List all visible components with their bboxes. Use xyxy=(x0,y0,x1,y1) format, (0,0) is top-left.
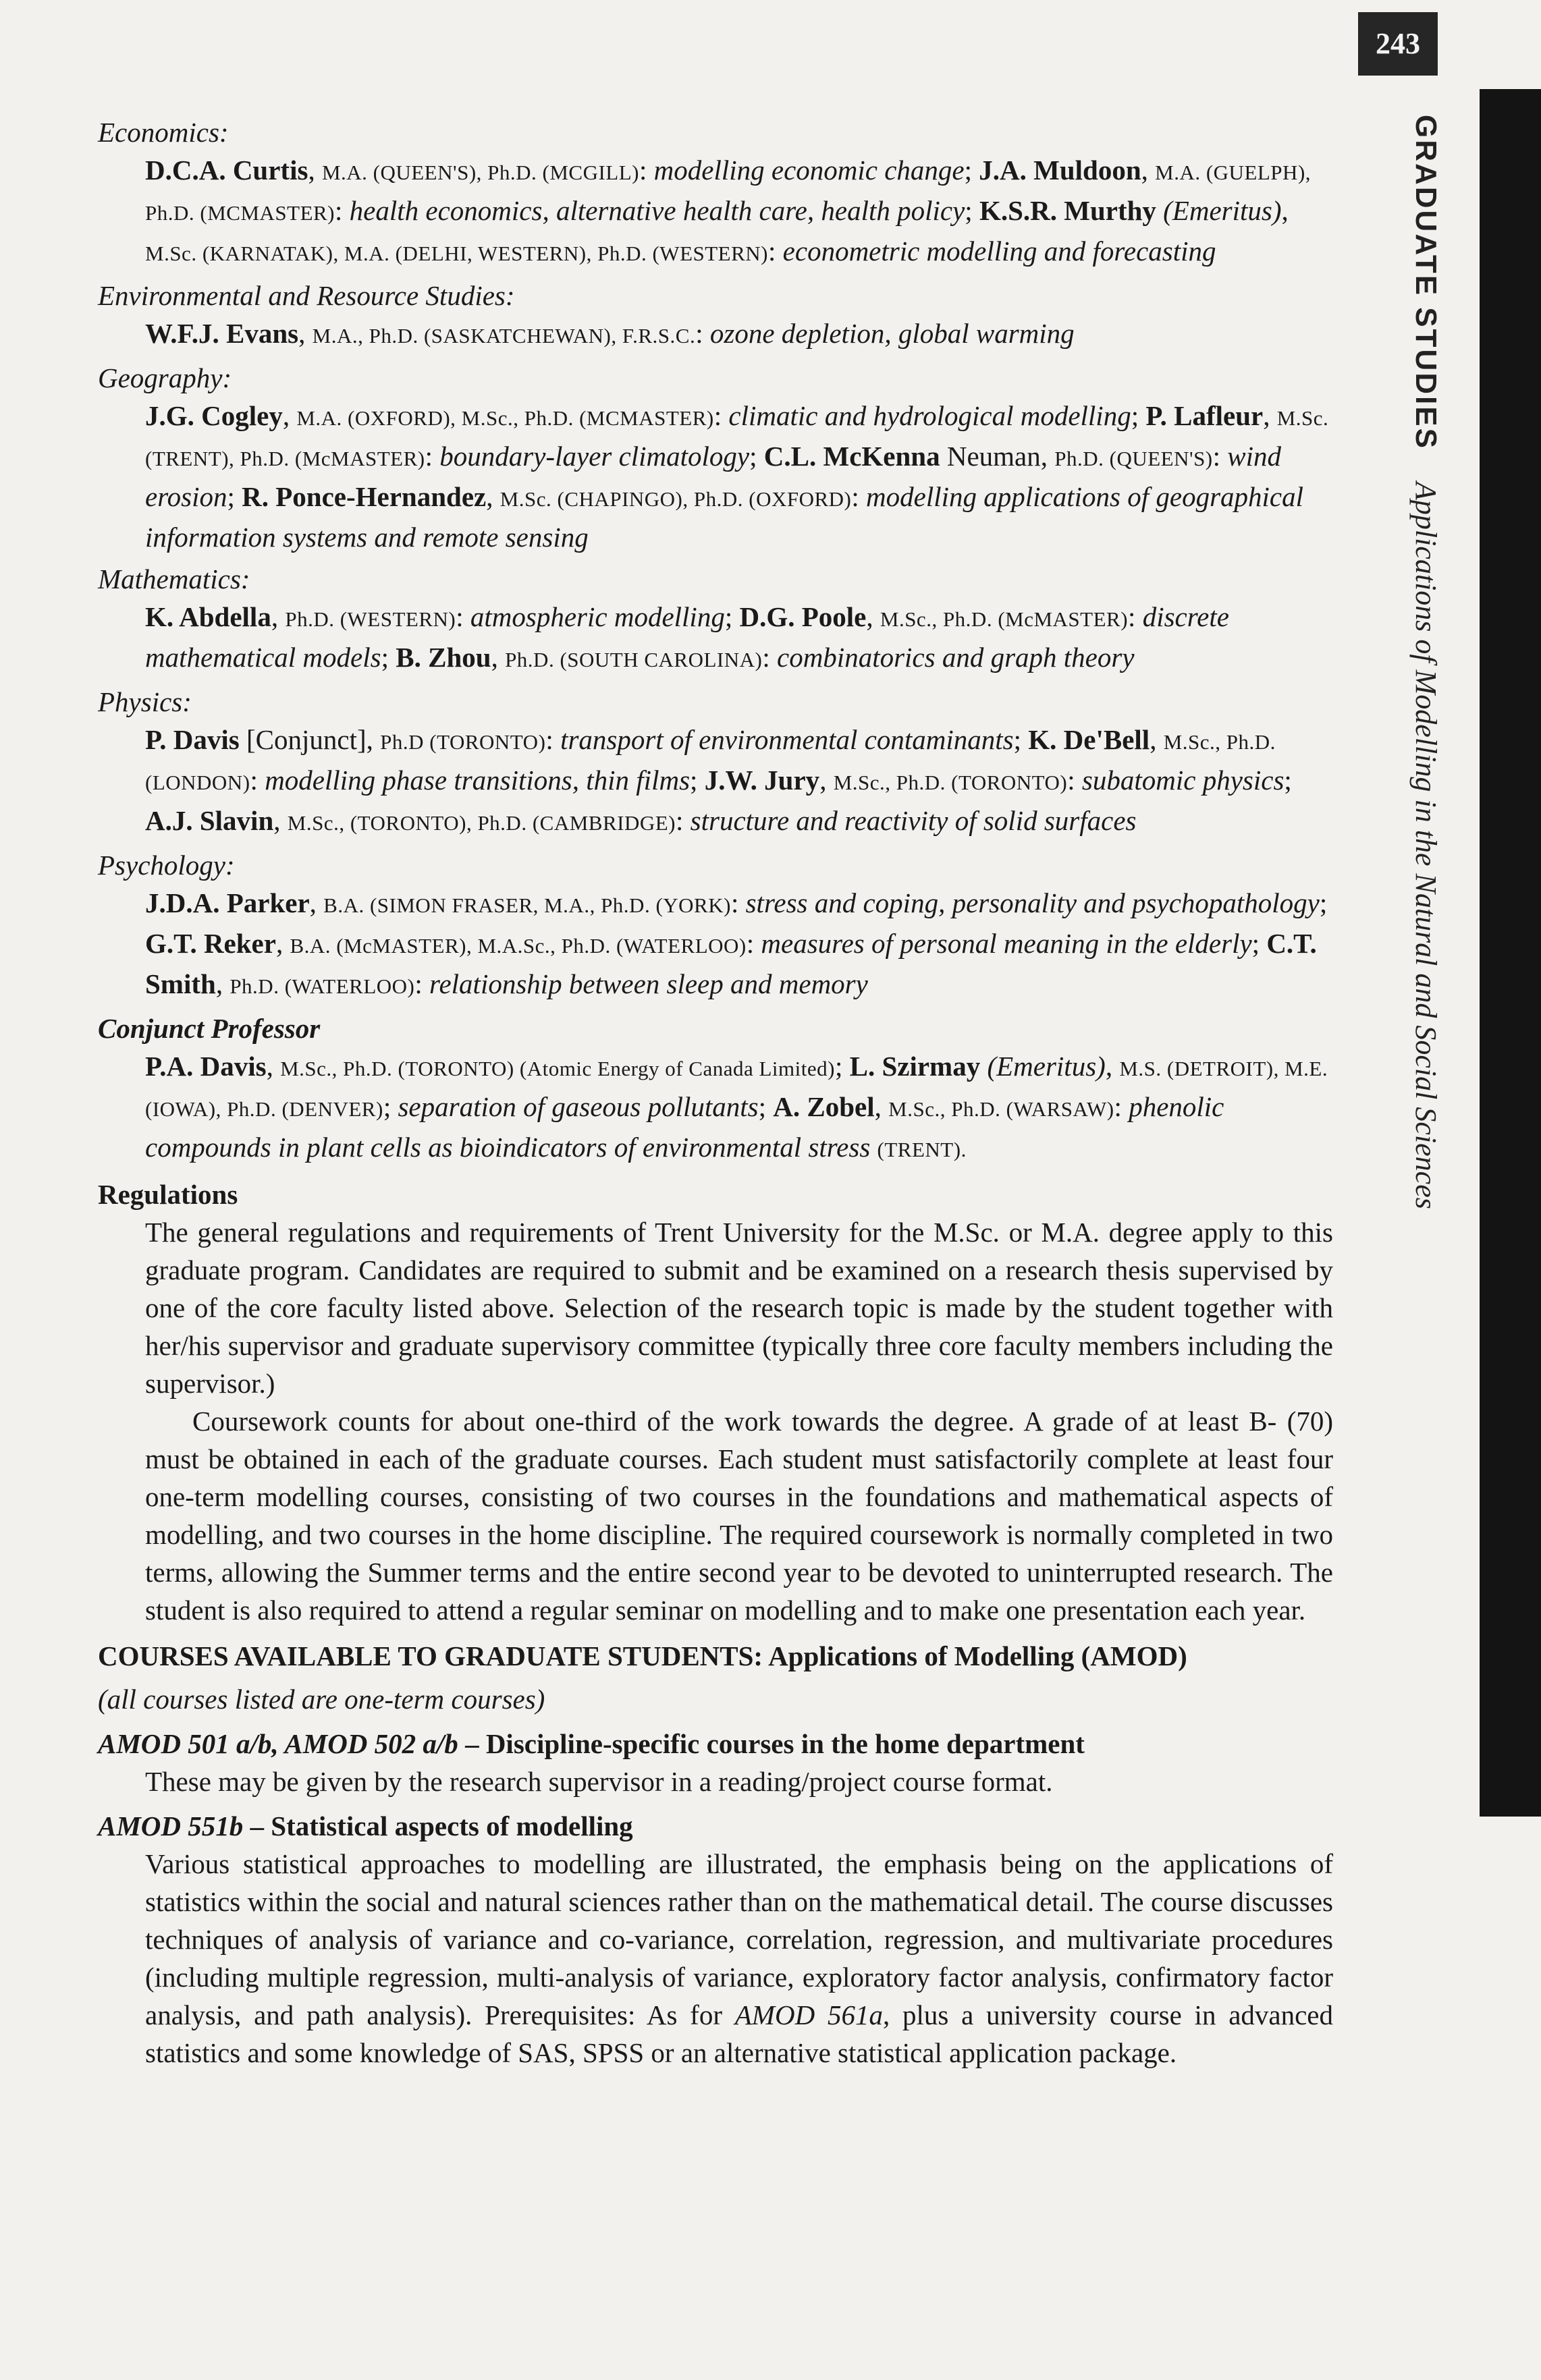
regulations-heading: Regulations xyxy=(98,1179,238,1210)
page-content xyxy=(98,113,1333,2072)
faculty-name: R. Ponce-Hernandez xyxy=(242,481,487,512)
text-run: : xyxy=(675,805,691,836)
courses-title: COURSES AVAILABLE TO GRADUATE STUDENTS: Applications of Modelling (AMOD) xyxy=(98,1640,1187,1671)
research-field: (Emeritus) xyxy=(1163,195,1282,226)
text-run: ; xyxy=(724,601,740,632)
faculty-credentials: M.Sc., Ph.D. (TORONTO) (Atomic Energy of Canada Limited) xyxy=(280,1057,835,1080)
research-field: relationship between sleep and memory xyxy=(429,968,868,999)
text-run: ; xyxy=(1251,928,1267,959)
department-heading: Economics: xyxy=(98,117,229,148)
research-field: health economics, alternative health care, health policy xyxy=(349,195,965,226)
text-run: , xyxy=(1105,1051,1120,1082)
text-run: ; xyxy=(1284,765,1292,796)
faculty-credentials: (TRENT). xyxy=(877,1138,967,1161)
text-run: : xyxy=(639,155,654,186)
text-run: , xyxy=(1281,195,1289,226)
text-run: Various statistical approaches to modelling are illustrated, the emphasis being on the applications of statistics within the social and natural sciences rather than on the mathematical detail. The course discusses techniques of analysis of variance and co-variance, correlation, regression, and multivariate procedures (including multiple regression, multi-analysis of variance, exploratory factor analysis, confirmatory factor analysis, and path analysis). Prerequisites: As for xyxy=(145,1848,1333,2030)
faculty-name: J.G. Cogley xyxy=(145,400,283,431)
text-run: , xyxy=(275,928,290,959)
research-field: wind erosion xyxy=(145,441,1282,512)
text-run: : xyxy=(545,724,561,755)
text-run: , xyxy=(866,601,880,632)
faculty-name: J.A. Muldoon xyxy=(979,155,1141,186)
faculty-name: A.J. Slavin xyxy=(145,805,274,836)
conjunct-faculty xyxy=(145,1047,1333,1169)
text-run: , xyxy=(1150,724,1164,755)
text-run: : xyxy=(768,236,783,267)
research-field: atmospheric modelling xyxy=(470,601,725,632)
text-run: : xyxy=(762,642,777,673)
text-run: : xyxy=(335,195,350,226)
faculty-credentials: Ph.D. (SOUTH CAROLINA) xyxy=(505,648,763,671)
research-field: transport of environmental contaminants xyxy=(560,724,1014,755)
faculty-credentials: M.A. (OXFORD), M.Sc., Ph.D. (MCMASTER) xyxy=(296,406,714,430)
text-run: , xyxy=(215,968,230,999)
course-description: These may be given by the research supervisor in a reading/project course format. xyxy=(145,1766,1053,1797)
text-run: : xyxy=(730,887,746,918)
faculty-name: D.C.A. Curtis xyxy=(145,155,308,186)
text-run: [Conjunct], xyxy=(239,724,381,755)
text-run: ; xyxy=(964,155,979,186)
text-run: : xyxy=(713,400,729,431)
text-run: : xyxy=(1067,765,1082,796)
text-run: ; xyxy=(758,1091,774,1122)
faculty-name: P. Lafleur xyxy=(1145,400,1264,431)
faculty-name: W.F.J. Evans xyxy=(145,318,299,349)
department-faculty-list xyxy=(145,314,1333,355)
course-description xyxy=(145,1845,1333,2072)
research-field: climatic and hydrological modelling xyxy=(728,400,1131,431)
department-faculty-list xyxy=(145,151,1333,273)
faculty-credentials: M.Sc. (TRENT), Ph.D. (McMASTER) xyxy=(145,406,1329,470)
text-run: : xyxy=(851,481,867,512)
faculty-credentials: M.A., Ph.D. (SASKATCHEWAN), F.R.S.C. xyxy=(312,324,696,348)
text-run: , plus a university course in advanced statistics and some knowledge of SAS, SPSS or an alternative statistical application package. xyxy=(145,1999,1334,2068)
faculty-credentials: B.A. (SIMON FRASER, M.A., Ph.D. (YORK) xyxy=(323,893,731,917)
text-run: : xyxy=(1212,441,1228,472)
text-run: ; xyxy=(1013,724,1029,755)
side-title-sub: Applications of Modelling in the Natural and Social Sciences xyxy=(1409,481,1442,1209)
text-run: , xyxy=(309,887,324,918)
faculty-section xyxy=(98,113,1333,1005)
research-field: subatomic physics xyxy=(1081,765,1285,796)
faculty-name: J.D.A. Parker xyxy=(145,887,310,918)
course-heading xyxy=(98,1807,1333,1845)
department-heading: Geography: xyxy=(98,362,232,393)
research-field: modelling economic change xyxy=(653,155,965,186)
text-run: ; xyxy=(383,1091,398,1122)
department-heading: Environmental and Resource Studies: xyxy=(98,280,515,311)
department-faculty-list xyxy=(145,721,1333,842)
research-field: stress and coping, personality and psychopathology xyxy=(745,887,1320,918)
faculty-credentials: Ph.D. (WESTERN) xyxy=(285,607,456,631)
faculty-name: K. Abdella xyxy=(145,601,271,632)
research-field: ozone depletion, global warming xyxy=(709,318,1075,349)
text-run: ; xyxy=(1131,400,1146,431)
faculty-name: J.W. Jury xyxy=(704,765,820,796)
course-title: Statistical aspects of modelling xyxy=(271,1810,633,1842)
regulations-paragraph: Coursework counts for about one-third of the work towards the degree. A grade of at least B- (70) must be obtained in each of the graduate courses. Each student must satisfactorily complete at least four one-term modelling courses, consisting of two courses in the foundations and mathematical aspects of modelling, and two courses in the home discipline. The required coursework is normally completed in two terms, allowing the Summer terms and the entire second year to be devoted to uninterrupted research. The student is also required to attend a regular seminar on modelling and to make one presentation each year. xyxy=(145,1406,1333,1626)
research-field: (Emeritus) xyxy=(987,1051,1106,1082)
text-run: , xyxy=(819,765,834,796)
course-code: AMOD 551b xyxy=(98,1810,244,1842)
text-run: , xyxy=(273,805,288,836)
department-faculty-list xyxy=(145,884,1333,1005)
research-field: discrete mathematical models xyxy=(145,601,1229,673)
department-faculty-list xyxy=(145,397,1333,556)
research-field: modelling phase transitions, thin films xyxy=(265,765,691,796)
faculty-name: P.A. Davis xyxy=(145,1051,267,1082)
faculty-name: P. Davis xyxy=(145,724,240,755)
faculty-credentials: M.A. (QUEEN'S), Ph.D. (MCGILL) xyxy=(321,161,639,184)
course-dash: – xyxy=(243,1810,271,1842)
side-tab-bar xyxy=(1480,89,1541,1817)
department-faculty-list xyxy=(145,598,1333,679)
faculty-name: C.L. McKenna xyxy=(763,441,940,472)
text-run: , xyxy=(266,1051,281,1082)
text-run: : xyxy=(746,928,761,959)
text-run: : xyxy=(425,441,440,472)
text-run: : xyxy=(250,765,265,796)
text-run: : xyxy=(1114,1091,1129,1122)
faculty-name: G.T. Reker xyxy=(145,928,276,959)
text-run: , xyxy=(486,481,500,512)
faculty-name: K.S.R. Murthy xyxy=(979,195,1156,226)
department-heading: Psychology: xyxy=(98,850,235,881)
course-code: AMOD 501 a/b, AMOD 502 a/b xyxy=(98,1728,458,1759)
text-run: , xyxy=(282,400,297,431)
text-run xyxy=(1156,195,1163,226)
faculty-credentials: M.S. (DETROIT), M.E. (IOWA), Ph.D. (DENVER) xyxy=(145,1057,1328,1121)
department-heading: Mathematics: xyxy=(98,563,250,594)
faculty-credentials: Ph.D. (QUEEN'S) xyxy=(1054,447,1213,470)
text-run: : xyxy=(456,601,470,632)
faculty-name: K. De'Bell xyxy=(1028,724,1150,755)
faculty-credentials: M.A. (GUELPH), Ph.D. (MCMASTER) xyxy=(145,161,1312,225)
courses-note: (all courses listed are one-term courses) xyxy=(98,1684,545,1715)
research-field: AMOD 561a xyxy=(734,1999,883,2030)
text-run: ; xyxy=(834,1051,850,1082)
research-field: separation of gaseous pollutants xyxy=(398,1091,759,1122)
text-run: , xyxy=(1263,400,1277,431)
text-run: : xyxy=(414,968,430,999)
text-run: , xyxy=(298,318,313,349)
faculty-name: A. Zobel xyxy=(773,1091,875,1122)
text-run xyxy=(980,1051,987,1082)
faculty-credentials: M.Sc. (CHAPINGO), Ph.D. (OXFORD) xyxy=(499,487,852,511)
text-run: : xyxy=(1128,601,1143,632)
text-run: , xyxy=(308,155,322,186)
text-run: ; xyxy=(227,481,242,512)
faculty-name: C.T. Smith xyxy=(145,928,1317,999)
text-run: : xyxy=(695,318,710,349)
faculty-name: D.G. Poole xyxy=(739,601,867,632)
faculty-credentials: M.Sc. (KARNATAK), M.A. (DELHI, WESTERN), Ph.D. (WESTERN) xyxy=(145,242,769,265)
text-run: , xyxy=(874,1091,889,1122)
faculty-credentials: Ph.D (TORONTO) xyxy=(380,730,546,754)
text-run: ; xyxy=(749,441,764,472)
regulations-paragraph: The general regulations and requirements of Trent University for the M.Sc. or M.A. degree apply to this graduate program. Candidates are required to submit and be examined on a research thesis supervised by one of the core faculty listed above. Selection of the research topic is made by the student together with her/his supervisor and graduate supervisory committee (typically three core faculty members including the supervisor.) xyxy=(145,1217,1333,1399)
side-title xyxy=(1409,115,1443,1209)
text-run: Neuman, xyxy=(940,441,1055,472)
page-number: 243 xyxy=(1358,12,1438,76)
text-run: , xyxy=(1141,155,1156,186)
side-title-main: GRADUATE STUDIES xyxy=(1409,115,1442,450)
faculty-credentials: M.Sc., Ph.D. (LONDON) xyxy=(145,730,1276,794)
course-dash: – xyxy=(458,1728,486,1759)
research-field: phenolic compounds in plant cells as bioindicators of environmental stress xyxy=(145,1091,1224,1163)
text-run: ; xyxy=(965,195,979,226)
faculty-credentials: Ph.D. (WATERLOO) xyxy=(229,974,415,998)
course-heading xyxy=(98,1725,1333,1763)
research-field: modelling applications of geographical information systems and remote sensing xyxy=(145,481,1304,553)
text-run: ; xyxy=(381,642,396,673)
faculty-credentials: M.Sc., Ph.D. (TORONTO) xyxy=(833,771,1068,794)
course-title: Discipline-specific courses in the home department xyxy=(485,1728,1085,1759)
faculty-name: B. Zhou xyxy=(396,642,491,673)
text-run: ; xyxy=(690,765,705,796)
faculty-credentials: M.Sc., (TORONTO), Ph.D. (CAMBRIDGE) xyxy=(287,811,676,835)
conjunct-heading: Conjunct Professor xyxy=(98,1013,321,1044)
faculty-credentials: B.A. (McMASTER), M.A.Sc., Ph.D. (WATERLOO) xyxy=(290,934,747,958)
research-field: structure and reactivity of solid surfaces xyxy=(690,805,1137,836)
faculty-name: L. Szirmay xyxy=(849,1051,981,1082)
faculty-credentials: M.Sc., Ph.D. (McMASTER) xyxy=(880,607,1129,631)
research-field: combinatorics and graph theory xyxy=(777,642,1135,673)
text-run: , xyxy=(271,601,286,632)
research-field: boundary-layer climatology xyxy=(439,441,750,472)
department-heading: Physics: xyxy=(98,686,192,717)
text-run: ; xyxy=(1319,887,1328,918)
research-field: measures of personal meaning in the elderly xyxy=(761,928,1252,959)
research-field: econometric modelling and forecasting xyxy=(782,236,1216,267)
faculty-credentials: M.Sc., Ph.D. (WARSAW) xyxy=(888,1097,1114,1121)
text-run: , xyxy=(491,642,506,673)
text-run xyxy=(870,1132,877,1163)
